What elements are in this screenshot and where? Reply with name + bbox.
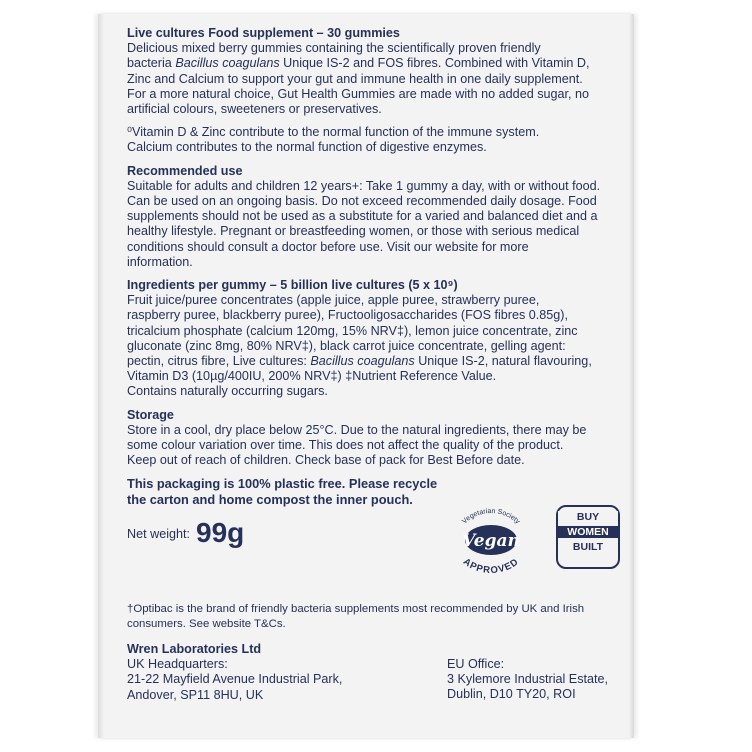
- buy-women-built-badge: [556, 505, 620, 569]
- intro-title: Live cultures Food supplement – 30 gummies: [127, 26, 400, 40]
- ingredients-line: raspberry puree, blackberry puree), Fructooligosaccharides (FOS fibres 0.85g),: [127, 308, 568, 323]
- bwb-line: BUY: [558, 511, 618, 523]
- ingredients-line: Fruit juice/puree concentrates (apple juice, apple puree, strawberry puree,: [127, 293, 540, 308]
- plastic-free-line: the carton and home compost the inner pouch.: [127, 492, 413, 508]
- eu-label: EU Office:: [447, 657, 505, 671]
- vegan-logo-main: Vegan: [462, 531, 520, 551]
- uk-address-line: Andover, SP11 8HU, UK: [127, 687, 264, 702]
- intro-line: artificial colours, sweeteners or preservatives.: [127, 102, 382, 117]
- storage-line: Store in a cool, dry place below 25°C. Due to the natural ingredients, there may be: [127, 422, 587, 437]
- vegan-logo-bottom-text: APPROVED: [460, 556, 522, 573]
- storage-title: Storage: [127, 407, 174, 422]
- footnote: [127, 602, 617, 632]
- storage-line: Keep out of reach of children. Check base of pack for Best Before date.: [127, 453, 525, 468]
- intro-line: Zinc and Calcium to support your gut and immune health in one daily supplement.: [127, 71, 583, 86]
- ingredients-line: tricalcium phosphate (calcium 120mg, 15% NRV‡), lemon juice concentrate, zinc: [127, 323, 578, 338]
- uk-label: UK Headquarters:: [127, 657, 228, 672]
- claim-line: ⁰Vitamin D & Zinc contribute to the normal function of the immune system.: [127, 125, 540, 140]
- recommended-line: Can be used on an ongoing basis. Do not exceed recommended daily dosage. Food: [127, 194, 597, 209]
- intro-line: Delicious mixed berry gummies containing the scientifically proven friendly: [127, 41, 541, 56]
- recommended-line: supplements should not be used as a substitute for a varied and balanced diet and a: [127, 209, 598, 224]
- pack-text: [127, 26, 617, 508]
- recommended-line: Suitable for adults and children 12 years+: Take 1 gummy a day, with or without food.: [127, 178, 601, 193]
- eu-address-line: Dublin, D10 TY20, ROI: [447, 687, 576, 702]
- net-weight: [127, 517, 244, 549]
- footnote-line: †Optibac is the brand of friendly bacteria supplements most recommended by UK and Irish: [127, 603, 585, 615]
- vegan-logo-top-text: Vegetarian Society: [461, 507, 521, 526]
- eu-office: [447, 657, 608, 703]
- footnote-line: consumers. See website T&Cs.: [127, 618, 286, 630]
- net-weight-label: Net weight:: [127, 527, 190, 541]
- ingredients-title: Ingredients per gummy – 5 billion live cultures (5 x 10⁹): [127, 278, 458, 293]
- intro-line: For a more natural choice, Gut Health Gummies are made with no added sugar, no: [127, 86, 590, 101]
- bwb-line: BUILT: [572, 541, 604, 553]
- company-name: Wren Laboratories Ltd: [127, 642, 262, 656]
- ingredients-line: pectin, citrus fibre, Live cultures: Bacillus coagulans Unique IS-2, natural flavouring,: [127, 354, 592, 369]
- recommended-line: conditions should consult a doctor before use. Visit our website for more: [127, 239, 529, 254]
- ingredients-line: Contains naturally occurring sugars.: [127, 384, 328, 399]
- company-address: [127, 642, 617, 703]
- uk-address-line: 21-22 Mayfield Avenue Industrial Park,: [127, 672, 343, 687]
- ingredients-line: Vitamin D3 (10µg/400IU, 200% NRV‡) ‡Nutrient Reference Value.: [127, 369, 497, 384]
- recommended-line: information.: [127, 254, 193, 269]
- storage-line: some colour variation over time. This does not affect the quality of the product.: [127, 438, 564, 453]
- claim-line: Calcium contributes to the normal function of digestive enzymes.: [127, 140, 487, 155]
- ingredients-line: gluconate (zinc 8mg, 80% NRV‡), black carrot juice concentrate, gelling agent:: [127, 338, 566, 353]
- recommended-line: healthy lifestyle. Pregnant or breastfeeding women, or those with serious medical: [127, 224, 580, 239]
- net-weight-value: 99g: [196, 517, 245, 548]
- intro-line: bacteria Bacillus coagulans Unique IS-2 and FOS fibres. Combined with Vitamin D,: [127, 56, 590, 71]
- vegan-society-logo-icon: [444, 503, 538, 573]
- bwb-line: WOMEN: [558, 526, 618, 538]
- eu-address-line: 3 Kylemore Industrial Estate,: [447, 672, 608, 687]
- recommended-title: Recommended use: [127, 163, 243, 178]
- plastic-free-line: This packaging is 100% plastic free. Please recycle: [127, 476, 438, 492]
